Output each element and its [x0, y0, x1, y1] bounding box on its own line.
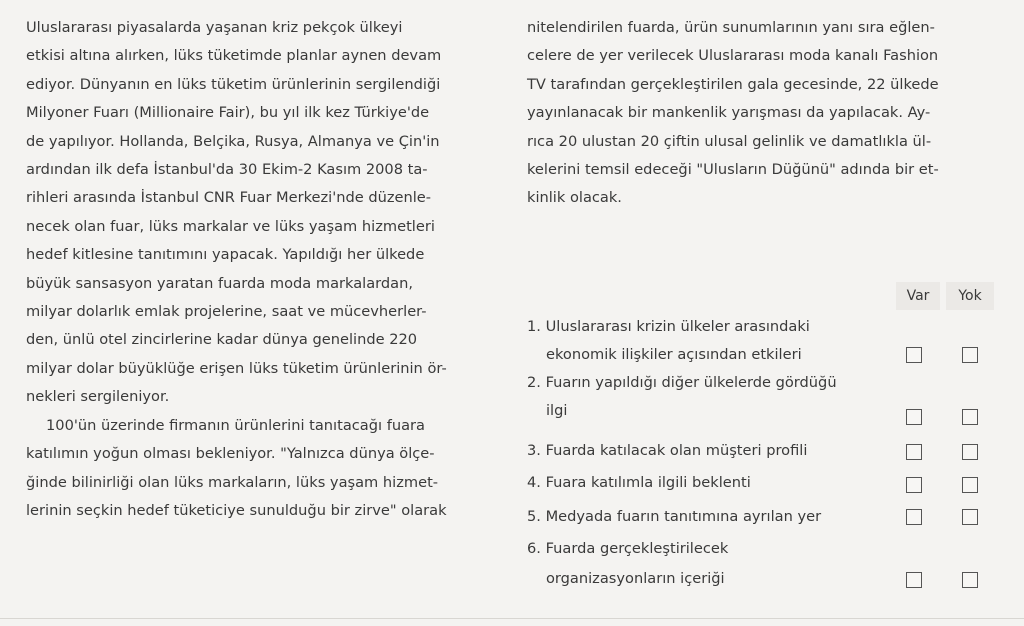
- paragraph-3: nitelendirilen fuarda, ürün sunumlarının yanı sıra eğlen- celere de yer verilecek Uluslararası moda kanalı Fashion TV tarafından gerçekleştirilen gala gecesinde, 22 ülkede yayınlanacak bir mankenlik yarışması da yapılacak. Ay- rıca 20 ulustan 20 çiftin ulusal gelinlik ve damatlıkla ül- kelerini temsil edeceği "Ulusların Düğünü" adında bir et- kinlik olacak.: [527, 19, 939, 207]
- checkbox-item-1-yok[interactable]: [962, 347, 978, 363]
- checkbox-item-6-var[interactable]: [906, 572, 922, 588]
- checklist-item-6-line1: 6. Fuarda gerçekleştirilecek: [527, 540, 729, 557]
- checkbox-item-1-var[interactable]: [906, 347, 922, 363]
- checklist-item-1-line1: 1. Uluslararası krizin ülkeler arasındaki: [527, 318, 810, 335]
- checklist-item-1-line2: ekonomik ilişkiler açısından etkileri: [546, 346, 802, 363]
- bottom-divider: [0, 618, 1024, 619]
- right-text-column: [527, 14, 997, 213]
- checkbox-item-4-yok[interactable]: [962, 477, 978, 493]
- checkbox-item-2-var[interactable]: [906, 409, 922, 425]
- checkbox-item-2-yok[interactable]: [962, 409, 978, 425]
- header-var: Var: [896, 282, 940, 310]
- checkbox-item-3-yok[interactable]: [962, 444, 978, 460]
- checkbox-item-5-yok[interactable]: [962, 509, 978, 525]
- checklist-item-4: 4. Fuara katılımla ilgili beklenti: [527, 474, 751, 491]
- checkbox-item-3-var[interactable]: [906, 444, 922, 460]
- checkbox-item-4-var[interactable]: [906, 477, 922, 493]
- left-text-column: [26, 14, 472, 525]
- checklist-item-6-line2: organizasyonların içeriği: [546, 570, 725, 587]
- paragraph-1: Uluslararası piyasalarda yaşanan kriz pekçok ülkeyi etkisi altına alırken, lüks tüketimde planlar aynen devam ediyor. Dünyanın en lüks tüketim ürünlerinin sergilendiği Milyoner Fuarı (Millionaire Fair), bu yıl ilk kez Türkiye'de de yapılıyor. Hollanda, Belçika, Rusya, Almanya ve Çin'in ardından ilk defa İstanbul'da 30 Ekim-2 Kasım 2008 ta- rihleri arasında İstanbul CNR Fuar Merkezi'nde düzenle- necek olan fuar, lüks markalar ve lüks yaşam hizmetleri hedef kitlesine tanıtımını yapacak. Yapıldığı her ülkede büyük sansasyon yaratan fuarda moda markalardan, milyar dolarlık emlak projelerine, saat ve mücevherler- den, ünlü otel zincirlerine kadar dünya genelinde 220 milyar dolar büyüklüğe erişen lüks tüketim ürünlerinin ör- nekleri sergileniyor.: [26, 19, 447, 406]
- checklist-item-2-line1: 2. Fuarın yapıldığı diğer ülkelerde gördüğü: [527, 374, 837, 391]
- checkbox-item-6-yok[interactable]: [962, 572, 978, 588]
- checklist-item-3: 3. Fuarda katılacak olan müşteri profili: [527, 442, 808, 459]
- checklist-item-2-line2: ilgi: [546, 402, 568, 419]
- paragraph-2: 100'ün üzerinde firmanın ürünlerini tanıtacağı fuara katılımın yoğun olması bekleniyor. "Yalnızca dünya ölçe- ğinde bilinirliği olan lüks markaların, lüks yaşam hizmet- lerinin seçkin hedef tüketiciye sunulduğu bir zirve" olarak: [26, 416, 447, 519]
- checklist-item-5: 5. Medyada fuarın tanıtımına ayrılan yer: [527, 508, 822, 525]
- checkbox-item-5-var[interactable]: [906, 509, 922, 525]
- header-yok: Yok: [946, 282, 994, 310]
